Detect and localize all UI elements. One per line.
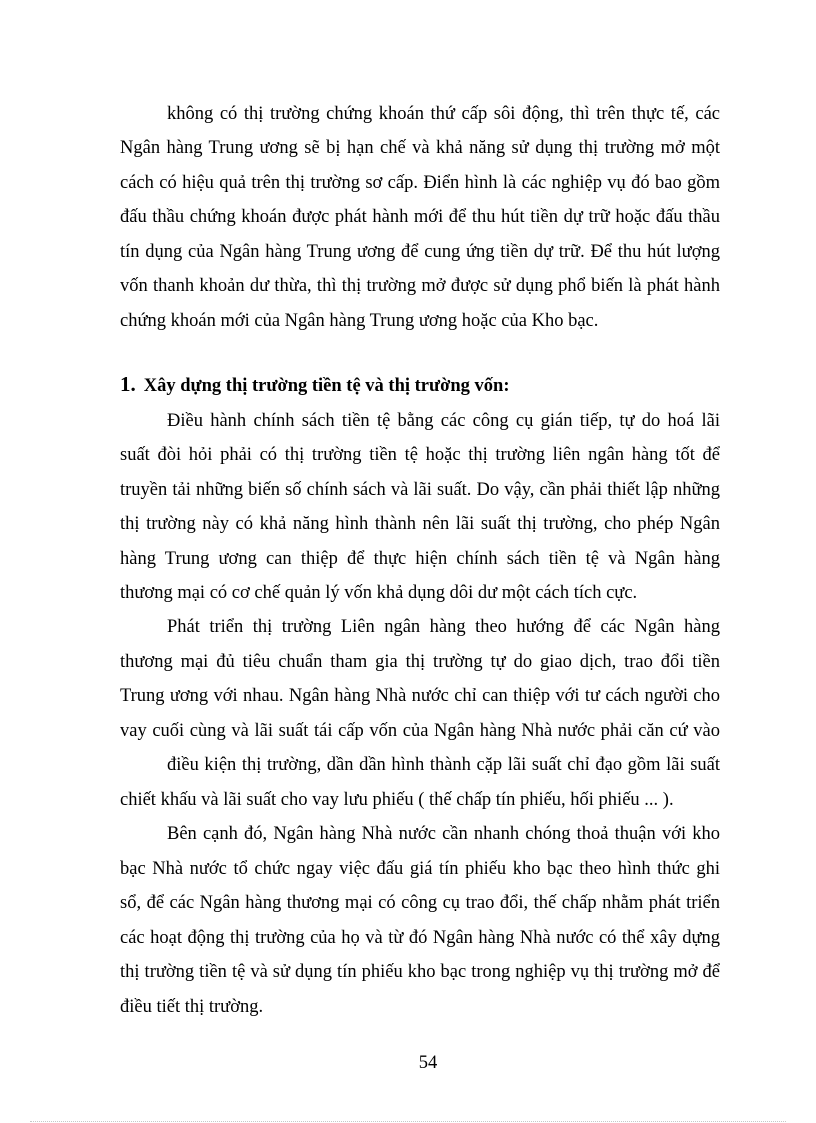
- paragraph-1-line: vốn thanh khoản dư thừa, thì thị trường mở được sử dụng phổ biến là phát hành: [120, 276, 720, 296]
- paragraph-4-line: thị trường tiền tệ và sử dụng tín phiếu kho bạc trong nghiệp vụ thị trường mở để: [120, 962, 720, 982]
- paragraph-3-line: vay cuối cùng và lãi suất tái cấp vốn của Ngân hàng Nhà nước phải căn cứ vào: [120, 721, 720, 741]
- paragraph-1-line: tín dụng của Ngân hàng Trung ương để cung ứng tiền dự trữ. Để thu hút lượng: [120, 242, 720, 262]
- section-title: Xây dựng thị trường tiền tệ và thị trường vốn:: [143, 376, 510, 396]
- paragraph-4-line: bạc Nhà nước tổ chức ngay việc đấu giá tín phiếu kho bạc theo hình thức ghi: [120, 859, 720, 879]
- paragraph-2-line: truyền tải những biến số chính sách và lãi suất. Do vậy, cần phải thiết lập những: [120, 480, 720, 500]
- page-edge-divider: [30, 1121, 786, 1122]
- paragraph-2-line: suất đòi hỏi phải có thị trường tiền tệ hoặc thị trường liên ngân hàng tốt để: [120, 445, 720, 465]
- paragraph-3-line: điều kiện thị trường, dần dần hình thành cặp lãi suất chỉ đạo gồm lãi suất: [167, 755, 720, 775]
- paragraph-2-line: thị trường này có khả năng hình thành nên lãi suất thị trường, cho phép Ngân: [120, 514, 720, 534]
- paragraph-3-line: Trung ương với nhau. Ngân hàng Nhà nước chỉ can thiệp với tư cách người cho: [120, 686, 720, 706]
- paragraph-3-line: chiết khấu và lãi suất cho vay lưu phiếu ( thế chấp tín phiếu, hối phiếu ... ).: [120, 790, 674, 810]
- paragraph-2-line: Điều hành chính sách tiền tệ bằng các công cụ gián tiếp, tự do hoá lãi: [167, 411, 720, 431]
- paragraph-4-line: các hoạt động thị trường của họ và từ đó Ngân hàng Nhà nước có thể xây dựng: [120, 928, 720, 948]
- paragraph-3-line: Phát triển thị trường Liên ngân hàng theo hướng để các Ngân hàng: [167, 617, 720, 637]
- paragraph-1-line: không có thị trường chứng khoán thứ cấp sôi động, thì trên thực tế, các: [167, 104, 720, 124]
- page-number: 54: [418, 1053, 438, 1073]
- paragraph-2-line: hàng Trung ương can thiệp để thực hiện chính sách tiền tệ và Ngân hàng: [120, 549, 720, 569]
- paragraph-1-line: Ngân hàng Trung ương sẽ bị hạn chế và khả năng sử dụng thị trường mở một: [120, 138, 720, 158]
- section-heading: [120, 373, 509, 397]
- paragraph-2-line: thương mại có cơ chế quản lý vốn khả dụng dôi dư một cách tích cực.: [120, 583, 638, 603]
- paragraph-4-line: sổ, để các Ngân hàng thương mại có công cụ trao đổi, thế chấp nhằm phát triển: [120, 893, 720, 913]
- paragraph-4-line: điều tiết thị trường.: [120, 997, 264, 1017]
- paragraph-4-line: Bên cạnh đó, Ngân hàng Nhà nước cần nhanh chóng thoả thuận với kho: [167, 824, 720, 844]
- paragraph-1-line: cách có hiệu quả trên thị trường sơ cấp. Điển hình là các nghiệp vụ đó bao gồm: [120, 173, 720, 193]
- paragraph-1-line: đấu thầu chứng khoán được phát hành mới để thu hút tiền dự trữ hoặc đấu thầu: [120, 207, 720, 227]
- section-number: 1.: [120, 372, 136, 396]
- paragraph-3-line: thương mại đủ tiêu chuẩn tham gia thị trường tự do giao dịch, trao đổi tiền: [120, 652, 720, 672]
- paragraph-1-line: chứng khoán mới của Ngân hàng Trung ương hoặc của Kho bạc.: [120, 311, 599, 331]
